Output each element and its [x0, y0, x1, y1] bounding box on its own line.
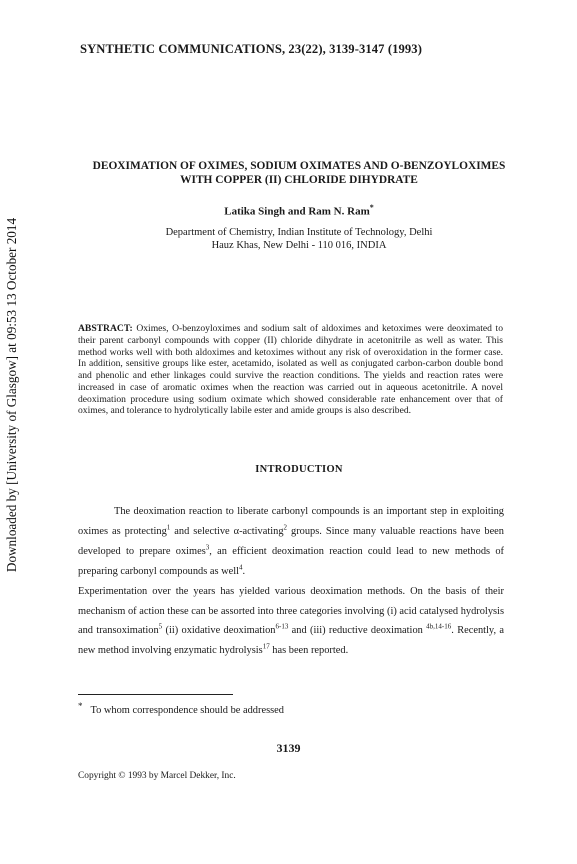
- citation-ref: 5: [158, 622, 163, 631]
- intro-p2-text-3: and (iii) reductive deoximation: [288, 625, 427, 637]
- intro-paragraph-2: [78, 582, 504, 662]
- citation-ref: 4b,14-16: [426, 622, 452, 631]
- download-watermark: [2, 160, 22, 630]
- copyright-notice: Copyright © 1993 by Marcel Dekker, Inc.: [78, 771, 236, 781]
- footnote-mark: *: [78, 701, 83, 711]
- abstract-block: [78, 323, 503, 417]
- citation-ref: 17: [262, 642, 270, 651]
- intro-p2-text-4: . Recently, a new method involving enzymatic hydrolysis: [78, 625, 504, 657]
- footnote-text: To whom correspondence should be addressed: [90, 705, 284, 716]
- citation-ref: 1: [166, 523, 171, 532]
- affiliation-line-2: Hauz Khas, New Delhi - 110 016, INDIA: [211, 240, 387, 251]
- download-watermark-text: Downloaded by [University of Glasgow] at 09:53 13 October 2014: [4, 217, 19, 573]
- abstract-text: Oximes, O-benzoyloximes and sodium salt of aldoximes and ketoximes were deoximated to their parent carbonyl compounds with copper (II) chloride dihydrate in acetonitrile as well as water. This method works well with both aldoximes and ketoximes without any risk of overoxidation in the former case. In addition, sensitive groups like ester, acetamido, isolated as well as conjugated carbon-carbon double bond and phenolic and ether linkages could survive the reaction conditions. The yields and reaction rates were increased in case of aromatic oximes when the reaction was carried out in aqueous acetonitrile. A novel deoximation procedure using sodium oximate which showed considerable rate enhancement over that of oximes, and tolerance to hydrolytically labile ester and amide groups is also described.: [78, 323, 504, 417]
- intro-p1-text-5: .: [242, 565, 246, 577]
- introduction-body: [78, 502, 504, 661]
- footnote-divider: [78, 694, 233, 695]
- abstract-heading: ABSTRACT:: [78, 323, 133, 334]
- affiliation-line-1: Department of Chemistry, Indian Institute of Technology, Delhi: [165, 227, 433, 238]
- intro-paragraph-1: [78, 502, 504, 582]
- corresponding-author-mark: *: [369, 203, 374, 212]
- author-list: [60, 203, 538, 218]
- author-names: Latika Singh and Ram N. Ram: [224, 205, 370, 218]
- footnote: [78, 701, 284, 716]
- page-number: 3139: [276, 741, 301, 755]
- intro-p1-text-2: and selective α-activating: [170, 525, 284, 537]
- article-title-line-2: WITH COPPER (II) CHLORIDE DIHYDRATE: [180, 174, 418, 186]
- intro-p1-text-4: , an efficient deoximation reaction could lead to new methods of preparing carbonyl compounds as well: [78, 545, 504, 577]
- citation-ref: 6-13: [275, 622, 289, 631]
- intro-p2-text-5: has been reported.: [269, 645, 349, 657]
- introduction-heading: INTRODUCTION: [255, 464, 343, 475]
- article-title-line-1: DEOXIMATION OF OXIMES, SODIUM OXIMATES AND O-BENZOYLOXIMES: [92, 160, 506, 172]
- intro-p1-text-3: groups. Since many valuable reactions have been developed to prepare oximes: [78, 525, 504, 557]
- journal-header: SYNTHETIC COMMUNICATIONS, 23(22), 3139-3147 (1993): [80, 42, 422, 56]
- intro-p2-text-2: (ii) oxidative deoximation: [162, 625, 276, 637]
- intro-p1-text-1: The deoximation reaction to liberate carbonyl compounds is an important step in exploiting oximes as protecting: [78, 506, 504, 537]
- citation-ref: 2: [283, 523, 288, 532]
- citation-ref: 3: [205, 543, 210, 552]
- citation-ref: 4: [239, 563, 243, 572]
- intro-p2-text-1: Experimentation over the years has yielded various deoximation methods. On the basis of their mechanism of action these can be assorted into three categories involving (i) acid catalysed hydrolysis and transoximation: [78, 585, 504, 637]
